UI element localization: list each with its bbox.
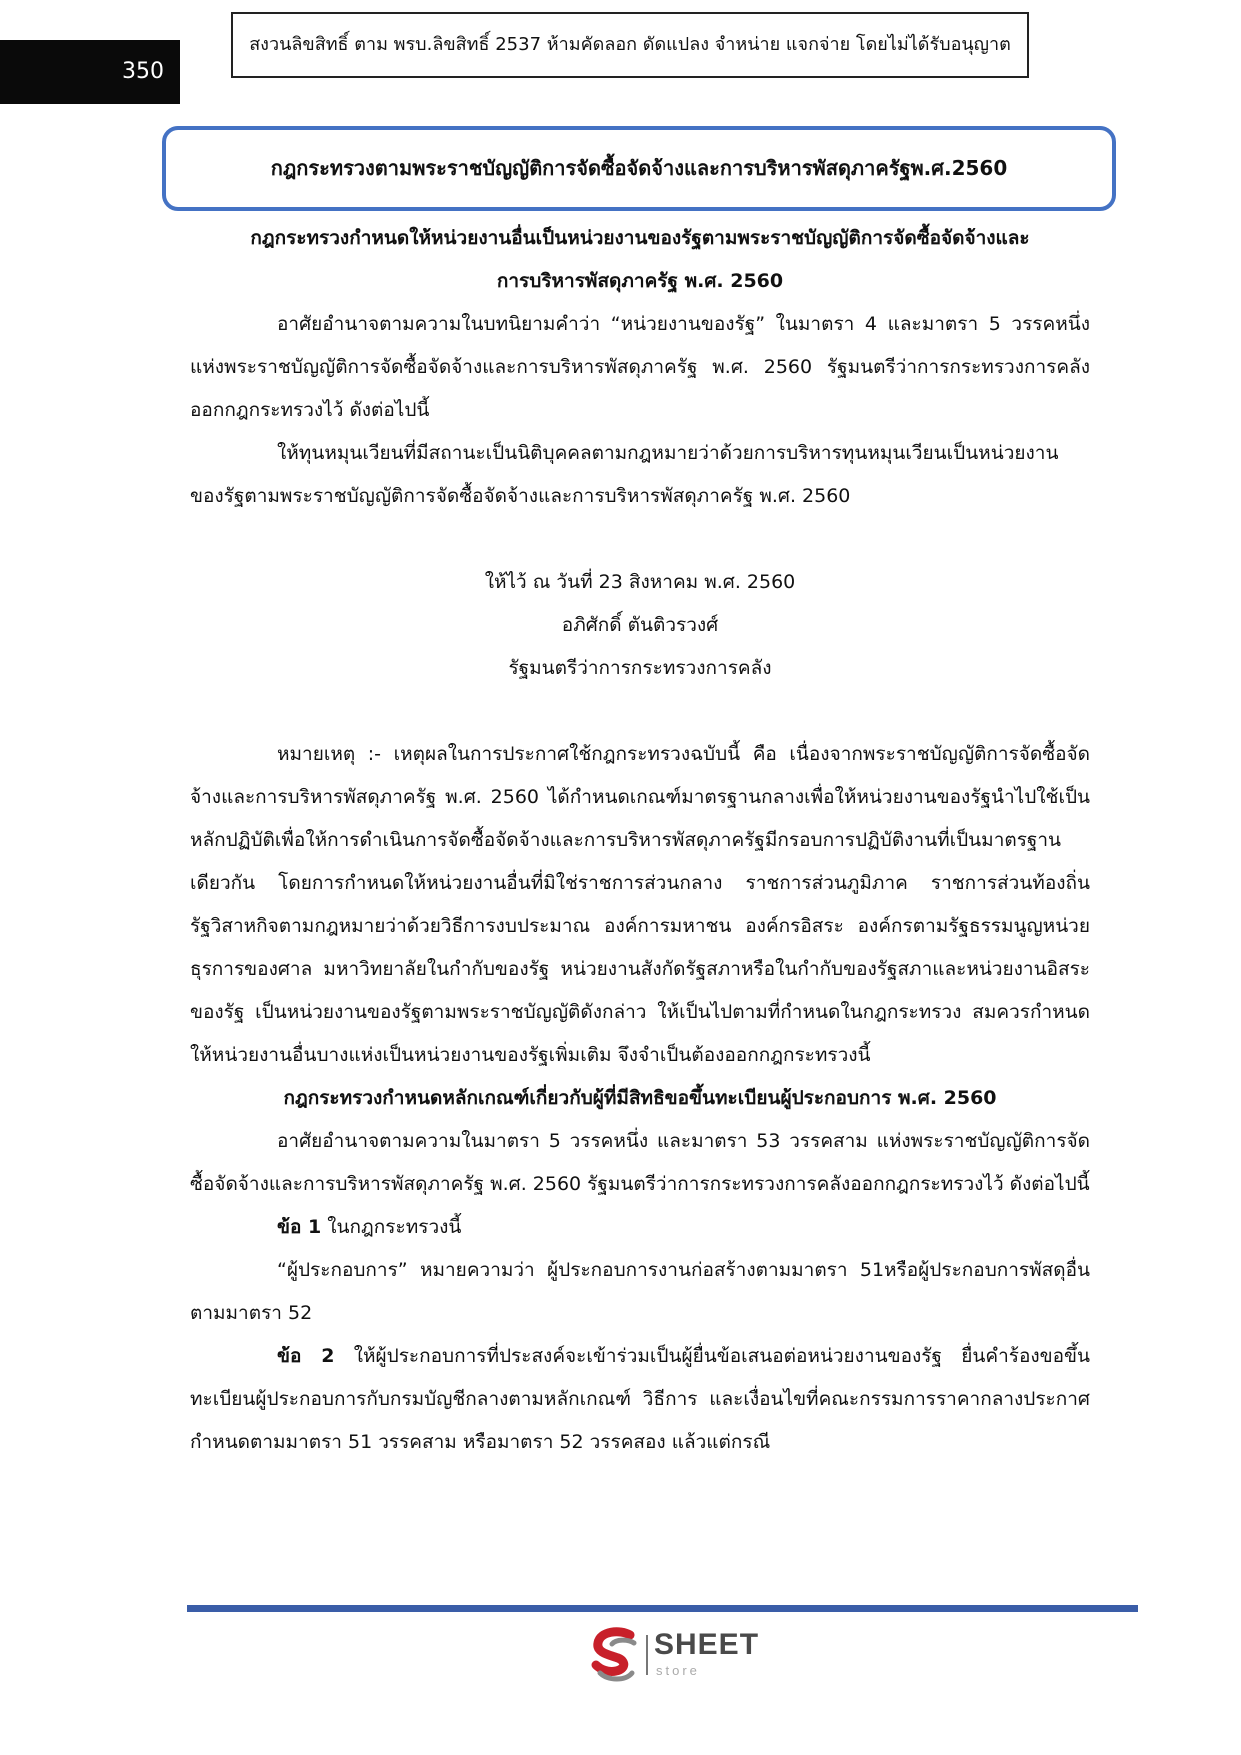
page-number: 350 [0,40,180,104]
section1-heading-line1: กฎกระทรวงกำหนดให้หน่วยงานอื่นเป็นหน่วยงานของรัฐตามพระราชบัญญัติการจัดซื้อจัดจ้างและ [250,227,1030,249]
logo-subtext: store [656,1663,700,1678]
clause-2-text: ให้ผู้ประกอบการที่ประสงค์จะเข้าร่วมเป็นผู้ยื่นข้อเสนอต่อหน่วยงานของรัฐ ยื่นคำร้องขอขึ้นทะเบียนผู้ประกอบการกับกรมบัญชีกลางตามหลักเกณฑ์ วิธีการ และเงื่อนไขที่คณะกรรมการราคากลางประกาศกำหนดตามมาตรา 51 วรรคสาม หรือมาตรา 52 วรรคสอง แล้วแต่กรณี [190,1345,1091,1453]
copyright-notice: สงวนลิขสิทธิ์ ตาม พรบ.ลิขสิทธิ์ 2537 ห้ามคัดลอก ดัดแปลง จำหน่าย แจกจ่าย โดยไม่ได้รับอนุญาต [231,12,1029,78]
section1-paragraph-1: อาศัยอำนาจตามความในบทนิยามคำว่า “หน่วยงานของรัฐ” ในมาตรา 4 และมาตรา 5 วรรคหนึ่ง แห่งพระราชบัญญัติการจัดซื้อจัดจ้างและการบริหารพัสดุภาครัฐ พ.ศ. 2560 รัฐมนตรีว่าการกระทรวงการคลังออกกฎกระทรวงไว้ ดังต่อไปนี้ [190,313,1090,421]
clause-1 [190,1206,1090,1249]
signature-block [190,561,1090,690]
footer-rule [187,1605,1138,1612]
section1-paragraph-2: ให้ทุนหมุนเวียนที่มีสถานะเป็นนิติบุคคลตามกฎหมายว่าด้วยการบริหารทุนหมุนเวียนเป็นหน่วยงานของรัฐตามพระราชบัญญัติการจัดซื้อจัดจ้างและการบริหารพัสดุภาครัฐ พ.ศ. 2560 [190,442,1059,507]
sheet-store-s-logo-icon [590,1627,642,1683]
section2-heading: กฎกระทรวงกำหนดหลักเกณฑ์เกี่ยวกับผู้ที่มีสิทธิขอขึ้นทะเบียนผู้ประกอบการ พ.ศ. 2560 [283,1087,997,1109]
signature-name: อภิศักดิ์ ตันติวรวงศ์ [561,614,719,636]
section1-heading-line2: การบริหารพัสดุภาครัฐ พ.ศ. 2560 [496,270,784,292]
clause-2-label: ข้อ 2 [277,1345,335,1367]
logo-separator [646,1635,648,1675]
clause-1-text: ในกฎกระทรวงนี้ [321,1216,462,1238]
document-body [190,217,1090,1464]
sheet-store-logo [590,1627,760,1683]
clause-1-label: ข้อ 1 [277,1216,322,1238]
section-title-box: กฎกระทรวงตามพระราชบัญญัติการจัดซื้อจัดจ้างและการบริหารพัสดุภาครัฐพ.ศ.2560 [162,126,1116,211]
clause-2 [190,1335,1090,1464]
signature-date: ให้ไว้ ณ วันที่ 23 สิงหาคม พ.ศ. 2560 [484,571,796,593]
definition-paragraph: “ผู้ประกอบการ” หมายความว่า ผู้ประกอบการงานก่อสร้างตามมาตรา 51หรือผู้ประกอบการพัสดุอื่นตามมาตรา 52 [190,1259,1090,1324]
remark-paragraph: หมายเหตุ :- เหตุผลในการประกาศใช้กฎกระทรวงฉบับนี้ คือ เนื่องจากพระราชบัญญัติการจัดซื้อจัดจ้างและการบริหารพัสดุภาครัฐ พ.ศ. 2560 ได้กำหนดเกณฑ์มาตรฐานกลางเพื่อให้หน่วยงานของรัฐนำไปใช้เป็นหลักปฏิบัติเพื่อให้การดำเนินการจัดซื้อจัดจ้างและการบริหารพัสดุภาครัฐมีกรอบการปฏิบัติงานที่เป็นมาตรฐานเดียวกัน โดยการกำหนดให้หน่วยงานอื่นที่มิใช่ราชการส่วนกลาง ราชการส่วนภูมิภาค ราชการส่วนท้องถิ่นรัฐวิสาหกิจตามกฎหมายว่าด้วยวิธีการงบประมาณ องค์การมหาชน องค์กรอิสระ องค์กรตามรัฐธรรมนูญหน่วยธุรการของศาล มหาวิทยาลัยในกำกับของรัฐ หน่วยงานสังกัดรัฐสภาหรือในกำกับของรัฐสภาและหน่วยงานอิสระของรัฐ เป็นหน่วยงานของรัฐตามพระราชบัญญัติดังกล่าว ให้เป็นไปตามที่กำหนดในกฎกระทรวง สมควรกำหนดให้หน่วยงานอื่นบางแห่งเป็นหน่วยงานของรัฐเพิ่มเติม จึงจำเป็นต้องออกกฎกระทรวงนี้ [190,743,1090,1066]
signature-position: รัฐมนตรีว่าการกระทรวงการคลัง [508,657,772,679]
logo-wordmark: SHEET [654,1628,760,1661]
section2-paragraph-1: อาศัยอำนาจตามความในมาตรา 5 วรรคหนึ่ง และมาตรา 53 วรรคสาม แห่งพระราชบัญญัติการจัดซื้อจัดจ้างและการบริหารพัสดุภาครัฐ พ.ศ. 2560 รัฐมนตรีว่าการกระทรวงการคลังออกกฎกระทรวงไว้ ดังต่อไปนี้ [190,1130,1090,1195]
